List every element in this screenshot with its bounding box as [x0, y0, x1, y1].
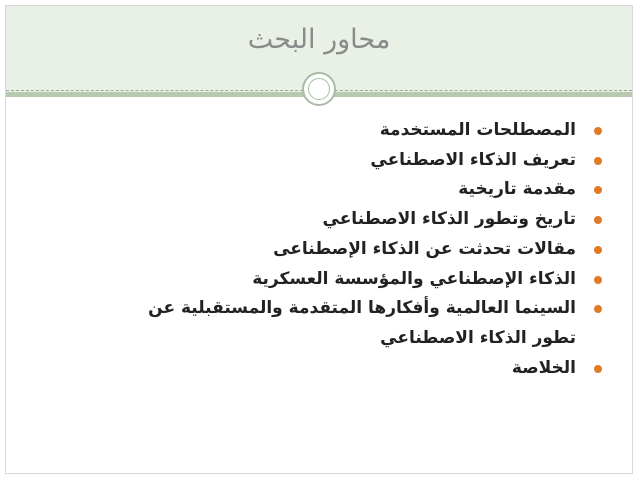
list-item-text: الخلاصة — [511, 357, 576, 378]
bullet-dot-icon — [594, 365, 602, 373]
list-item — [100, 205, 602, 235]
slide-title: محاور البحث — [247, 24, 391, 55]
bullet-dot-icon — [594, 246, 602, 254]
bullet-dot-icon — [594, 186, 602, 194]
circle-ornament — [302, 72, 336, 106]
list-item — [100, 146, 602, 176]
bullet-dot-icon — [594, 305, 602, 313]
list-item — [100, 175, 602, 205]
list-item-text: مقدمة تاريخية — [458, 179, 576, 200]
list-item-text: مقالات تحدثت عن الذكاء الإصطناعى — [273, 238, 576, 259]
list-item — [100, 354, 602, 384]
bullet-dot-icon — [594, 276, 602, 284]
list-item — [100, 294, 602, 353]
list-item — [100, 116, 602, 146]
list-item — [100, 235, 602, 265]
list-item-text: تاريخ وتطور الذكاء الاصطناعي — [322, 209, 576, 230]
list-item-text: تعريف الذكاء الاصطناعي — [370, 149, 576, 170]
bullet-list — [100, 116, 602, 383]
list-item-text: السينما العالمية وأفكارها المتقدمة والمستقبلية عن تطور الذكاء الاصطناعي — [148, 298, 576, 348]
list-item — [100, 265, 602, 295]
list-item-text: المصطلحات المستخدمة — [379, 120, 576, 140]
list-item-text: الذكاء الإصطناعي والمؤسسة العسكرية — [252, 268, 576, 289]
bullet-dot-icon — [594, 127, 602, 135]
bullet-dot-icon — [594, 216, 602, 224]
bullet-dot-icon — [594, 157, 602, 165]
